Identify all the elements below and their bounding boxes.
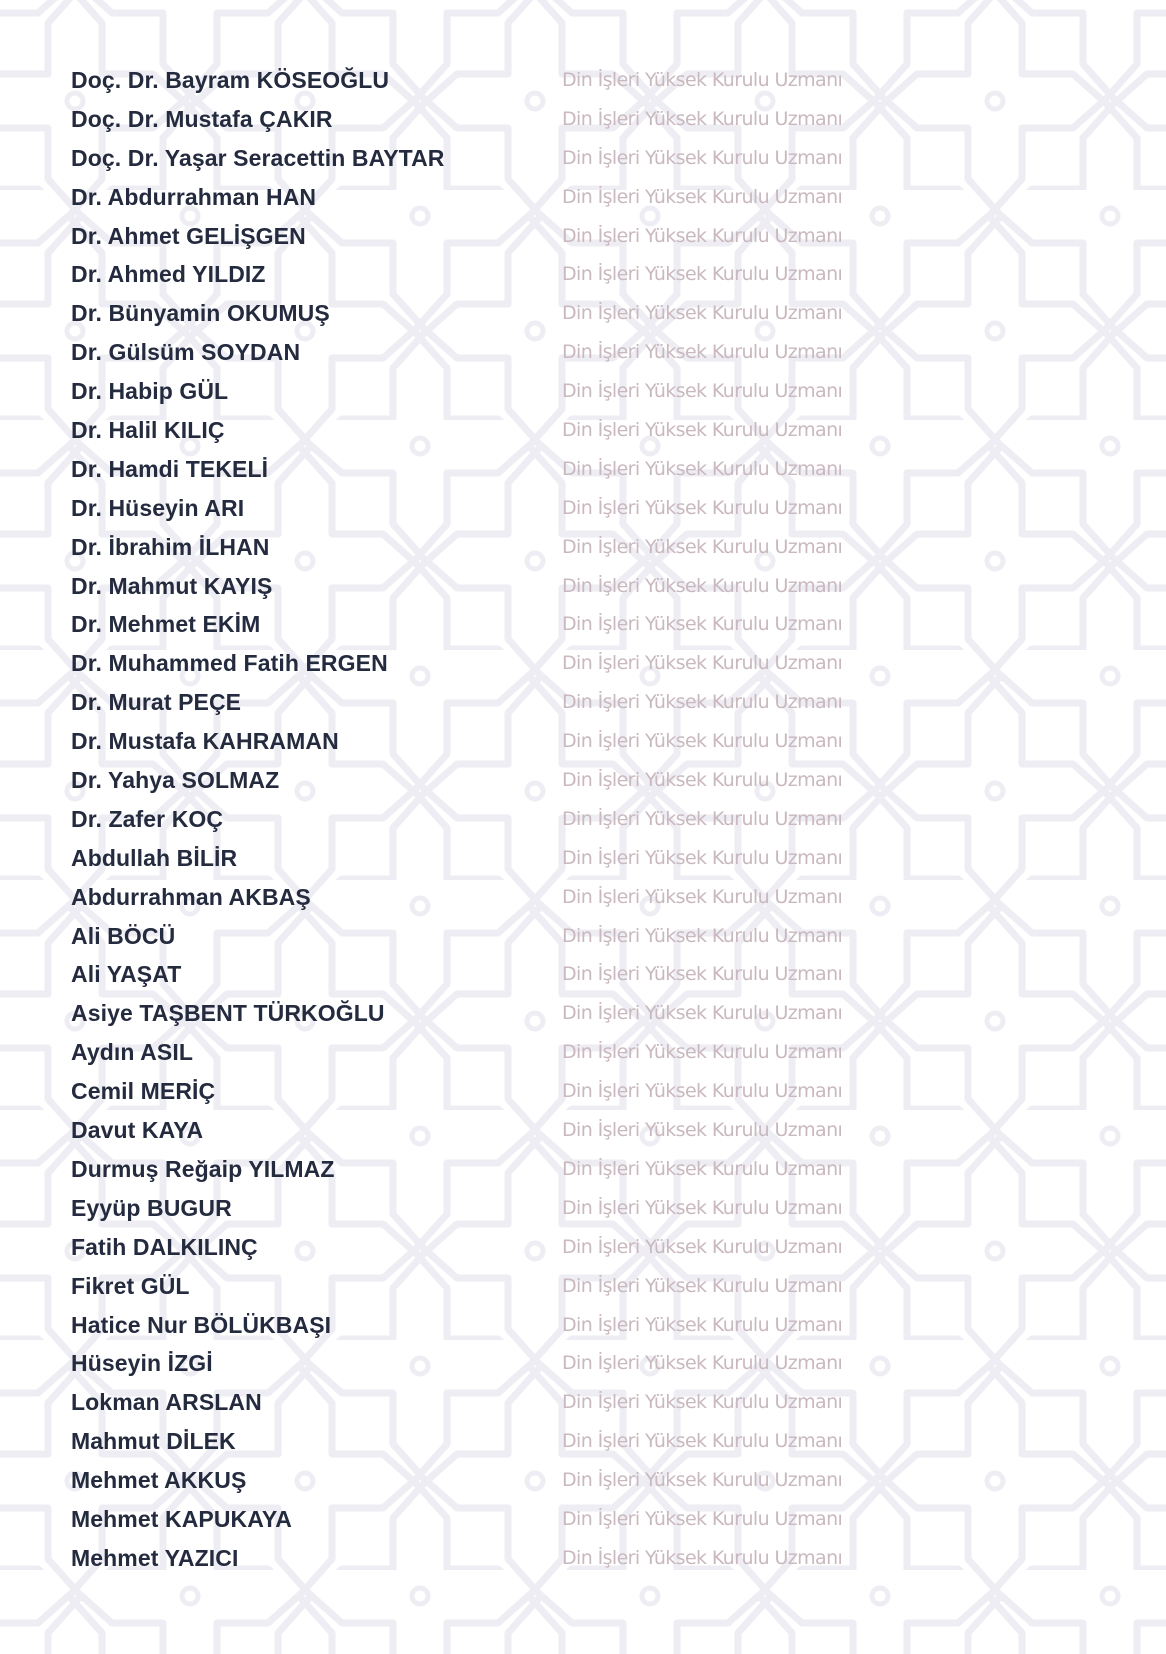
staff-name: Dr. İbrahim İLHAN [71,533,270,560]
staff-row [71,800,1091,839]
staff-row [71,450,1091,489]
staff-row [71,644,1091,683]
staff-role-title: Din İşleri Yüksek Kurulu Uzmanı [562,1430,843,1453]
staff-row [71,878,1091,917]
staff-name: Dr. Mahmut KAYIŞ [71,572,273,599]
staff-name: Fatih DALKILINÇ [71,1233,258,1260]
staff-row [71,1500,1091,1539]
staff-role-title: Din İşleri Yüksek Kurulu Uzmanı [562,1546,843,1569]
staff-role-title: Din İşleri Yüksek Kurulu Uzmanı [562,263,843,286]
staff-role-title: Din İşleri Yüksek Kurulu Uzmanı [562,613,843,636]
staff-name: Asiye TAŞBENT TÜRKOĞLU [71,1000,385,1027]
staff-name: Mahmut DİLEK [71,1428,236,1455]
staff-role-title: Din İşleri Yüksek Kurulu Uzmanı [562,1041,843,1064]
staff-role-title: Din İşleri Yüksek Kurulu Uzmanı [562,1274,843,1297]
staff-row [71,917,1091,956]
staff-name: Doç. Dr. Mustafa ÇAKIR [71,105,333,132]
staff-row [71,528,1091,567]
staff-role-title: Din İşleri Yüksek Kurulu Uzmanı [562,146,843,169]
staff-role-title: Din İşleri Yüksek Kurulu Uzmanı [562,419,843,442]
staff-row [71,178,1091,217]
staff-row [71,333,1091,372]
staff-row [71,1461,1091,1500]
staff-name: Dr. Ahmed YILDIZ [71,261,266,288]
staff-name: Mehmet KAPUKAYA [71,1505,292,1532]
staff-role-title: Din İşleri Yüksek Kurulu Uzmanı [562,652,843,675]
staff-row [71,1306,1091,1345]
staff-name: Hatice Nur BÖLÜKBAŞI [71,1311,332,1338]
staff-role-title: Din İşleri Yüksek Kurulu Uzmanı [562,1002,843,1025]
staff-name: Dr. Yahya SOLMAZ [71,767,280,794]
staff-role-title: Din İşleri Yüksek Kurulu Uzmanı [562,457,843,480]
staff-row [71,100,1091,139]
staff-name: Eyyüp BUGUR [71,1194,232,1221]
staff-row [71,1033,1091,1072]
staff-row [71,1228,1091,1267]
staff-name: Cemil MERİÇ [71,1078,216,1105]
staff-row [71,217,1091,256]
staff-role-title: Din İşleri Yüksek Kurulu Uzmanı [562,341,843,364]
staff-role-title: Din İşleri Yüksek Kurulu Uzmanı [562,1080,843,1103]
staff-row [71,1422,1091,1461]
staff-role-title: Din İşleri Yüksek Kurulu Uzmanı [562,769,843,792]
staff-name: Dr. Abdurrahman HAN [71,183,317,210]
staff-name: Dr. Habip GÜL [71,378,229,405]
staff-list [71,61,1091,1578]
staff-role-title: Din İşleri Yüksek Kurulu Uzmanı [562,1119,843,1142]
staff-role-title: Din İşleri Yüksek Kurulu Uzmanı [562,730,843,753]
staff-role-title: Din İşleri Yüksek Kurulu Uzmanı [562,1391,843,1414]
staff-name: Lokman ARSLAN [71,1389,262,1416]
staff-role-title: Din İşleri Yüksek Kurulu Uzmanı [562,1235,843,1258]
staff-role-title: Din İşleri Yüksek Kurulu Uzmanı [562,1507,843,1530]
staff-role-title: Din İşleri Yüksek Kurulu Uzmanı [562,1469,843,1492]
staff-row [71,955,1091,994]
staff-name: Dr. Ahmet GELİŞGEN [71,222,306,249]
staff-row [71,411,1091,450]
staff-role-title: Din İşleri Yüksek Kurulu Uzmanı [562,885,843,908]
staff-row [71,1344,1091,1383]
staff-name: Hüseyin İZGİ [71,1350,213,1377]
staff-name: Dr. Hamdi TEKELİ [71,455,269,482]
staff-name: Fikret GÜL [71,1272,190,1299]
staff-role-title: Din İşleri Yüksek Kurulu Uzmanı [562,1313,843,1336]
staff-name: Dr. Hüseyin ARI [71,494,245,521]
staff-row [71,139,1091,178]
staff-role-title: Din İşleri Yüksek Kurulu Uzmanı [562,574,843,597]
staff-role-title: Din İşleri Yüksek Kurulu Uzmanı [562,224,843,247]
staff-row [71,567,1091,606]
staff-role-title: Din İşleri Yüksek Kurulu Uzmanı [562,807,843,830]
staff-row [71,61,1091,100]
staff-name: Durmuş Reğaip YILMAZ [71,1155,335,1182]
staff-name: Dr. Zafer KOÇ [71,805,224,832]
staff-row [71,1150,1091,1189]
staff-row [71,372,1091,411]
staff-name: Dr. Mehmet EKİM [71,611,261,638]
staff-name: Doç. Dr. Yaşar Seracettin BAYTAR [71,144,445,171]
staff-name: Dr. Murat PEÇE [71,689,242,716]
staff-name: Dr. Mustafa KAHRAMAN [71,728,339,755]
staff-name: Davut KAYA [71,1117,204,1144]
staff-role-title: Din İşleri Yüksek Kurulu Uzmanı [562,107,843,130]
staff-row [71,1189,1091,1228]
staff-role-title: Din İşleri Yüksek Kurulu Uzmanı [562,846,843,869]
staff-name: Ali BÖCÜ [71,922,176,949]
staff-row [71,994,1091,1033]
staff-row [71,1539,1091,1578]
staff-role-title: Din İşleri Yüksek Kurulu Uzmanı [562,691,843,714]
staff-row [71,1267,1091,1306]
staff-name: Abdurrahman AKBAŞ [71,883,311,910]
staff-row [71,722,1091,761]
staff-role-title: Din İşleri Yüksek Kurulu Uzmanı [562,496,843,519]
staff-name: Dr. Gülsüm SOYDAN [71,339,301,366]
staff-name: Mehmet AKKUŞ [71,1467,247,1494]
staff-role-title: Din İşleri Yüksek Kurulu Uzmanı [562,924,843,947]
staff-role-title: Din İşleri Yüksek Kurulu Uzmanı [562,1196,843,1219]
staff-row [71,761,1091,800]
staff-row [71,839,1091,878]
staff-row [71,1383,1091,1422]
staff-role-title: Din İşleri Yüksek Kurulu Uzmanı [562,963,843,986]
staff-row [71,489,1091,528]
staff-role-title: Din İşleri Yüksek Kurulu Uzmanı [562,185,843,208]
staff-role-title: Din İşleri Yüksek Kurulu Uzmanı [562,1157,843,1180]
staff-name: Aydın ASIL [71,1039,193,1066]
staff-row [71,1111,1091,1150]
staff-name: Dr. Halil KILIÇ [71,417,225,444]
staff-role-title: Din İşleri Yüksek Kurulu Uzmanı [562,302,843,325]
staff-name: Dr. Muhammed Fatih ERGEN [71,650,388,677]
staff-name: Ali YAŞAT [71,961,182,988]
staff-row [71,683,1091,722]
staff-row [71,1072,1091,1111]
staff-role-title: Din İşleri Yüksek Kurulu Uzmanı [562,69,843,91]
staff-name: Abdullah BİLİR [71,844,238,871]
staff-role-title: Din İşleri Yüksek Kurulu Uzmanı [562,380,843,403]
staff-role-title: Din İşleri Yüksek Kurulu Uzmanı [562,1352,843,1375]
staff-name: Doç. Dr. Bayram KÖSEOĞLU [71,67,390,93]
staff-name: Mehmet YAZICI [71,1544,239,1571]
staff-row [71,255,1091,294]
staff-row [71,294,1091,333]
staff-name: Dr. Bünyamin OKUMUŞ [71,300,330,327]
staff-row [71,605,1091,644]
staff-role-title: Din İşleri Yüksek Kurulu Uzmanı [562,535,843,558]
